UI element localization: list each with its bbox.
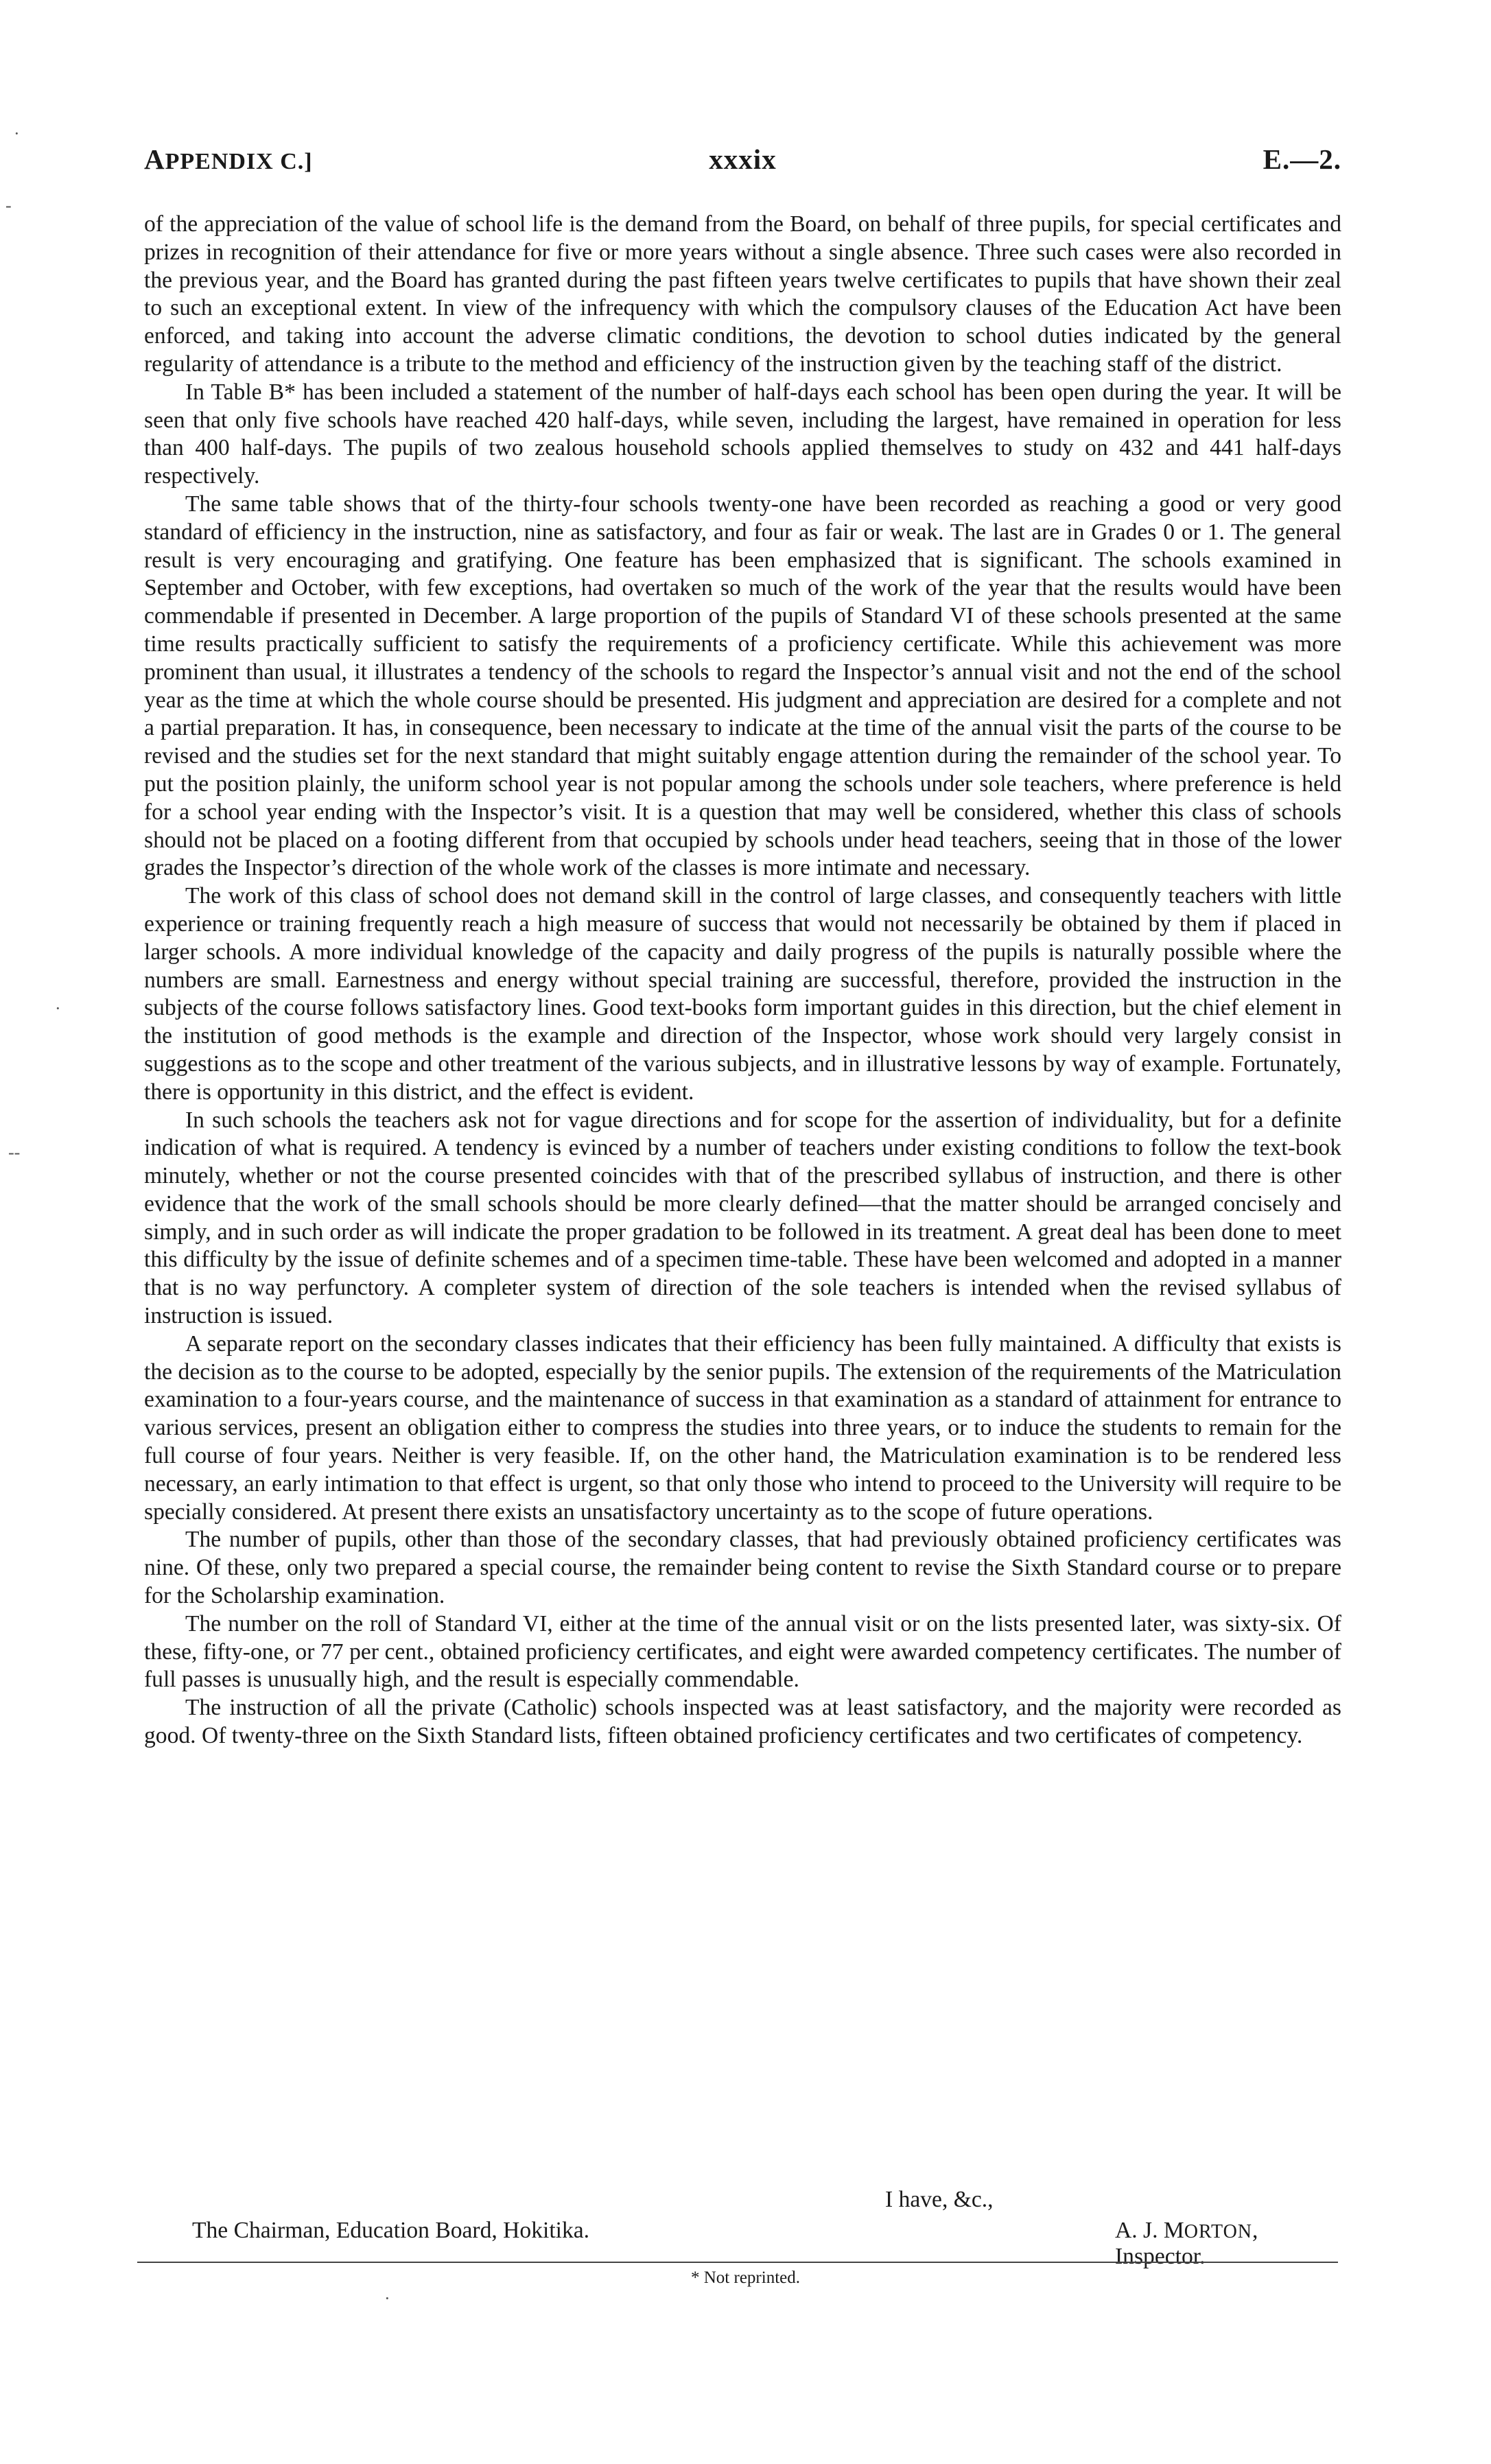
paragraph-standard-vi: The number on the roll of Standard VI, either at the time of the annual visit or on the lists presented later, was sixty-six. Of these, fifty-one, or 77 per cent., obtained proficiency certificates, and eight were awarded competency certificates. The number of full passes is unusually high, and the result is especially commendable. [144, 1610, 1341, 1693]
margin-speck: · [55, 998, 61, 1018]
signatory-initials: A. J. [1115, 2218, 1164, 2243]
paragraph-efficiency: The same table shows that of the thirty-four schools twenty-one have been recorded as reaching a good or very good standard of efficiency in the instruction, nine as satisfactory, and four as fair or weak. The last are in Grades 0 or 1. The general result is very encouraging and gratifying. One feature has been emphasized that is significant. The schools examined in September and October, with few exceptions, had overtaken so much of the work of the year that the results would have been commendable if presented in December. A large proportion of the pupils of Standard VI of these schools presented at the same time results practically sufficient to satisfy the requirements of a proficiency certificate. While this achievement was more prominent than usual, it illustrates a tendency of the schools to regard the Inspector’s annual visit and not the end of the school year as the time at which the whole course should be presented. His judgment and appreciation are desired for a complete and not a partial preparation. It has, in consequence, been necessary to indicate at the time of the annual visit the parts of the course to be revised and the studies set for the next standard that might suitably engage attention during the remainder of the school year. To put the position plainly, the uniform school year is not popular among the schools under sole teachers, where preference is held for a school year ending with the Inspector’s visit. It is a question that may well be considered, whether this class of schools should not be placed on a footing different from that occupied by schools under head teachers, seeing that in those of the lower grades the Inspector’s direction of the whole work of the classes is more intimate and necessary. [144, 491, 1341, 881]
footnote-rule [137, 2262, 1338, 2263]
page-number: xxxix [709, 143, 777, 175]
margin-speck: · [14, 124, 20, 143]
margin-speck: -- [8, 1142, 21, 1162]
signature-line [144, 2218, 1341, 2269]
paragraph-direction: In such schools the teachers ask not for vague directions and for scope for the assertion of individuality, but for a definite indication of what is required. A tendency is evinced by a number of teachers under existing conditions to follow the text-book minutely, whether or not the course presented coincides with that of the prescribed syllabus of instruction, and there is other evidence that the work of the small schools should be more clearly defined—that the matter should be arranged concisely and simply, and in such order as will indicate the proper gradation to be followed in its treatment. A great deal has been done to meet this difficulty by the issue of definite schemes and of a specimen time-table. These have been welcomed and adopted in a manner that is no way perfunctory. A completer system of direction of the sole teachers is intended when the revised syllabus of instruction is issued. [144, 1107, 1341, 1329]
report-body [144, 211, 1341, 1750]
signatory-title: , Inspector. [1115, 2218, 1258, 2269]
paragraph-proficiency: The number of pupils, other than those of the secondary classes, that had previously obtained proficiency certificates was nine. Of these, only two prepared a special course, the remainder being content to revise the Sixth Standard course or to prepare for the Scholarship examination. [144, 1527, 1341, 1609]
margin-speck: - [5, 196, 12, 215]
paragraph-private-schools: The instruction of all the private (Catholic) schools inspected was at least satisfactory, and the majority were recorded as good. Of twenty-three on the Sixth Standard lists, fifteen obtained proficiency certificates and two certificates of competency. [144, 1695, 1341, 1749]
valediction: I have, &c., [885, 2187, 994, 2212]
document-reference: E.—2. [1263, 143, 1341, 175]
addressee: The Chairman, Education Board, Hokitika. [192, 2218, 590, 2243]
margin-speck: · [384, 2288, 390, 2308]
appendix-label-rest: PPENDIX C.] [165, 149, 313, 174]
appendix-label-initial: A [144, 143, 165, 175]
signatory-name-rest: ORTON [1184, 2221, 1253, 2242]
paragraph-half-days: In Table B* has been included a statement of the number of half-days each school has been open during the year. It will be seen that only five schools have reached 420 half-days, while seven, including the largest, have remained in operation for less than 400 half-days. The pupils of two zealous household schools applied themselves to study on 432 and 441 half-days respectively. [144, 379, 1341, 489]
paragraph-secondary: A separate report on the secondary classes indicates that their efficiency has been fully maintained. A difficulty that exists is the decision as to the course to be adopted, especially by the senior pupils. The extension of the requirements of the Matriculation examination to a four-years course, and the maintenance of success in that examination as a standard of attainment for entrance to various services, present an obligation either to compress the studies into three years, or to induce the students to remain for the full course of four years. Neither is very feasible. If, on the other hand, the Matriculation examination is to be rendered less necessary, an early intimation to that effect is urgent, so that only those who intend to proceed to the University will require to be specially considered. At present there exists an unsatisfactory uncertainty as to the scope of future operations. [144, 1330, 1341, 1525]
signatory-name-initial: M [1163, 2218, 1184, 2243]
running-header [144, 143, 1341, 184]
paragraph-small-schools: The work of this class of school does not demand skill in the control of large classes, and consequently teachers with little experience or training frequently reach a high measure of success that would not necessarily be obtained by them if placed in larger schools. A more individual knowledge of the capacity and daily progress of the pupils is naturally possible where the numbers are small. Earnestness and energy without special training are successful, therefore, provided the instruction in the subjects of the course follows satisfactory lines. Good text-books form important guides in this direction, but the chief element in the institution of good methods is the example and direction of the Inspector, whose work should very largely consist in suggestions as to the scope and other treatment of the various subjects, and in illustrative lessons by way of example. Fortunately, there is opportunity in this district, and the effect is evident. [144, 883, 1341, 1105]
paragraph-attendance: of the appreciation of the value of school life is the demand from the Board, on behalf of three pupils, for special certificates and prizes in recognition of their attendance for five or more years without a single absence. Three such cases were also recorded in the previous year, and the Board has granted during the past fifteen years twelve certificates to pupils that have shown their zeal to such an exceptional extent. In view of the infrequency with which the compulsory clauses of the Education Act have been enforced, and taking into account the adverse climatic conditions, the devotion to school duties indicated by the general regularity of attendance is a tribute to the method and efficiency of the instruction given by the teaching staff of the district. [144, 211, 1341, 377]
footnote: * Not reprinted. [691, 2268, 800, 2287]
